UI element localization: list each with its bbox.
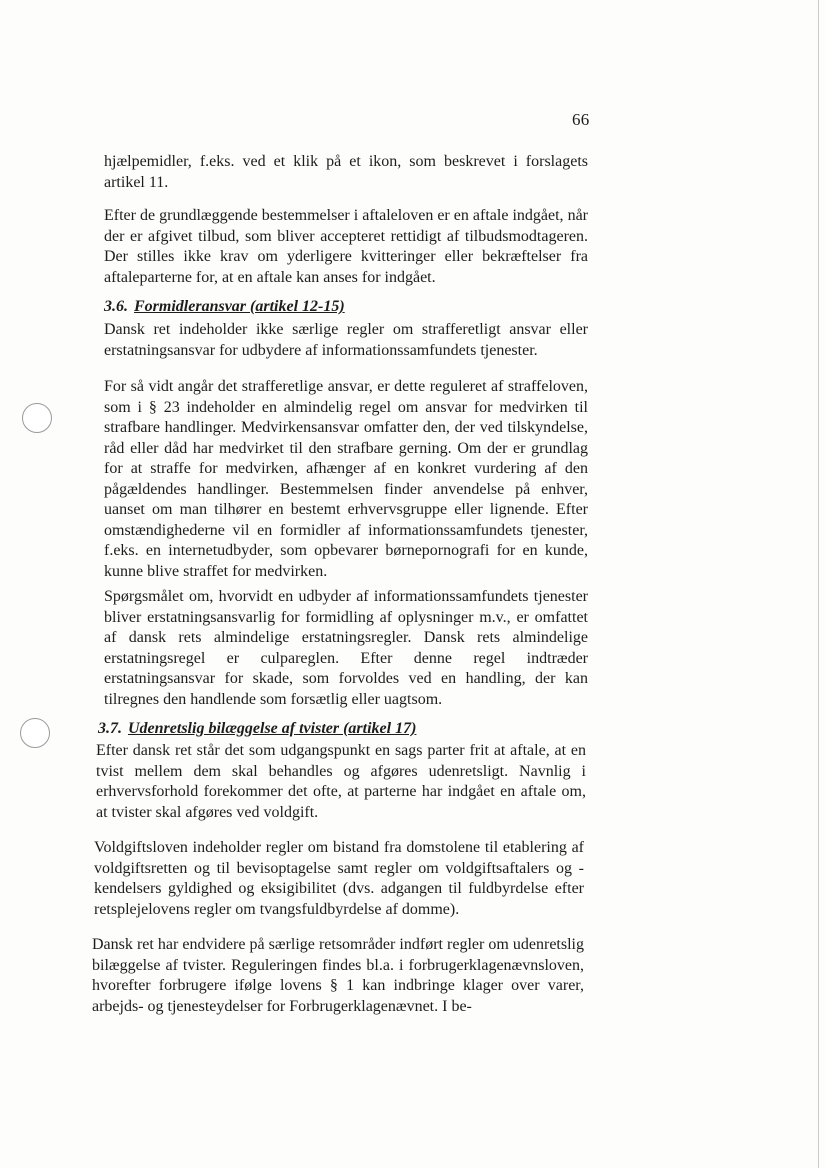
section-heading: [104, 298, 345, 316]
section-heading: [98, 720, 416, 738]
page-edge-line: [818, 0, 819, 1168]
paragraph: For så vidt angår det strafferetlige ansvar, er dette reguleret af straffeloven, som i § 23 indeholder en almindelig regel om ansvar for medvirken til strafbare handlinger. Medvirkensansvar omfatter den, der ved tilskyndelse, råd eller dåd har medvirket til den strafbare gerning. Om der er grundlag for at straffe for medvirken, afhænger af en konkret vurdering af den pågældendes handlinger. Bestemmelsen finder anvendelse på enhver, uanset om man tilhører en bestemt erhvervsgruppe eller lignende. Efter omstændighederne vil en formidler af informationssamfundets tjenester, f.eks. en internetudbyder, som opbevarer børnepornografi for en kunde, kunne blive straffet for medvirken.: [104, 378, 588, 580]
paragraph: hjælpemidler, f.eks. ved et klik på et ikon, som beskrevet i forslagets artikel 11.: [104, 153, 588, 191]
page-number: 66: [572, 110, 590, 129]
section-number: 3.7.: [98, 720, 122, 737]
section-title: Formidleransvar (artikel 12-15): [134, 298, 345, 315]
punch-hole-icon: [20, 718, 50, 748]
paragraph: Efter dansk ret står det som udgangspunkt en sags parter frit at aftale, at en tvist mellem dem skal behandles og afgøres udenretsligt. Navnlig i erhvervsforhold forekommer det ofte, at parterne har indgået en aftale om, at tvister skal afgøres ved voldgift.: [96, 742, 586, 821]
section-number: 3.6.: [104, 298, 128, 315]
section-title: Udenretslig bilæggelse af tvister (artikel 17): [128, 720, 417, 737]
paragraph: Efter de grundlæggende bestemmelser i aftaleloven er en aftale indgået, når der er afgivet tilbud, som bliver accepteret rettidigt af tilbudsmodtageren. Der stilles ikke krav om yderligere kvitteringer eller bekræftelser fra aftaleparterne for, at en aftale kan anses for indgået.: [104, 207, 588, 286]
paragraph: Voldgiftsloven indeholder regler om bistand fra domstolene til etablering af voldgiftsretten og til bevisoptagelse samt regler om voldgiftsaftalers og -kendelsers gyldighed og eksigibilitet (dvs. adgangen til fuldbyrdelse efter retsplejelovens regler om tvangsfuldbyrdelse af domme).: [94, 839, 584, 918]
paragraph: Dansk ret har endvidere på særlige retsområder indført regler om udenretslig bilæggelse af tvister. Reguleringen findes bl.a. i forbrugerklagenævnsloven, hvorefter forbrugere ifølge lovens § 1 kan indbringe klager over varer, arbejds- og tjenesteydelser for Forbrugerklagenævnet. I be-: [92, 936, 584, 1015]
punch-hole-icon: [22, 403, 52, 433]
paragraph: Dansk ret indeholder ikke særlige regler om strafferetligt ansvar eller erstatningsansvar for udbydere af informationssamfundets tjenester.: [104, 321, 588, 359]
paragraph: Spørgsmålet om, hvorvidt en udbyder af informationssamfundets tjenester bliver erstatningsansvarlig for formidling af oplysninger m.v., er omfattet af dansk rets almindelige erstatningsregler. Dansk rets almindelige erstatningsregel er culpareglen. Efter denne regel indtræder erstatningsansvar for skade, som forvoldes ved en handling, der kan tilregnes den handlende som forsætlig eller uagtsom.: [104, 588, 588, 708]
